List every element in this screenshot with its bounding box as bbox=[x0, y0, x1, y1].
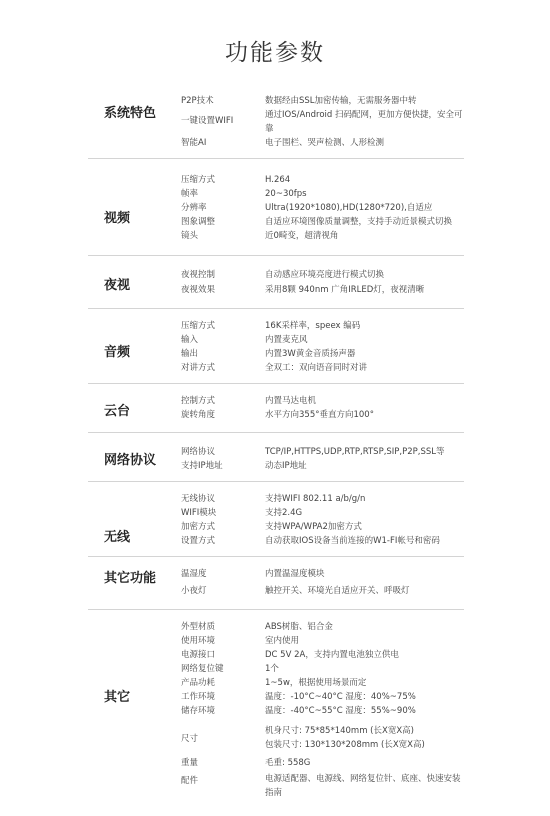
section-ptz bbox=[88, 384, 464, 433]
param-value: 触控开关、环境光自适应开关、呼吸灯 bbox=[265, 586, 410, 596]
param-value: 近0畸变，超清视角 bbox=[265, 231, 339, 241]
param-value: 自动获取IOS设备当前连接的W1-FI帐号和密码 bbox=[265, 536, 440, 546]
param-label: 压缩方式 bbox=[181, 175, 216, 185]
param-value: 电子围栏、哭声检测、人形检测 bbox=[265, 138, 385, 148]
param-value: 1~5w，根据使用场景而定 bbox=[265, 678, 367, 688]
param-value: 内置麦克风 bbox=[265, 335, 308, 345]
param-label: 温湿度 bbox=[181, 569, 207, 579]
param-label: P2P技术 bbox=[181, 96, 214, 106]
param-label: 镜头 bbox=[181, 231, 199, 241]
section-other bbox=[88, 610, 464, 810]
param-label: 无线协议 bbox=[181, 494, 216, 504]
param-value: 水平方向355°垂直方向100° bbox=[265, 410, 374, 420]
category-label: 系统特色 bbox=[104, 106, 157, 121]
param-label: 设置方式 bbox=[181, 536, 216, 546]
param-value: TCP/IP,HTTPS,UDP,RTP,RTSP,SIP,P2P,SSL等 bbox=[265, 447, 445, 457]
param-value: 包装尺寸: 130*130*208mm (长X宽X高) bbox=[265, 740, 425, 750]
category-label: 视频 bbox=[104, 211, 131, 226]
param-label: 配件 bbox=[181, 776, 199, 786]
section-audio bbox=[88, 309, 464, 384]
param-value: 1个 bbox=[265, 664, 279, 674]
param-value: DC 5V 2A，支持内置电池独立供电 bbox=[265, 650, 399, 660]
param-label: 工作环境 bbox=[181, 692, 216, 702]
param-value: 16K采样率，speex 编码 bbox=[265, 321, 361, 331]
category-label: 音频 bbox=[104, 345, 131, 360]
param-value: 支持2.4G bbox=[265, 508, 303, 518]
category-label: 其它 bbox=[104, 690, 131, 705]
param-value: 支持WPA/WPA2加密方式 bbox=[265, 522, 362, 532]
param-value: 动态IP地址 bbox=[265, 461, 307, 471]
param-label: 加密方式 bbox=[181, 522, 216, 532]
param-label: 旋转角度 bbox=[181, 410, 216, 420]
param-label: 图象调整 bbox=[181, 217, 216, 227]
param-value: 温度：-40°C~55°C 湿度：55%~90% bbox=[265, 706, 416, 716]
param-value: 室内使用 bbox=[265, 636, 300, 646]
category-label: 夜视 bbox=[104, 278, 131, 293]
param-value: 全双工：双向语音同时对讲 bbox=[265, 363, 368, 373]
param-value: H.264 bbox=[265, 175, 291, 185]
param-value: 毛重: 558G bbox=[265, 758, 311, 768]
param-label: 夜视效果 bbox=[181, 285, 216, 295]
param-value: 内置温湿度模块 bbox=[265, 569, 325, 579]
param-value: 内置3W黄金音质扬声器 bbox=[265, 349, 356, 359]
param-label: 尺寸 bbox=[181, 734, 199, 744]
param-label: 输入 bbox=[181, 335, 199, 345]
param-value: ABS树脂、铝合金 bbox=[265, 622, 333, 632]
param-label: 重量 bbox=[181, 758, 199, 768]
param-value: Ultra(1920*1080),HD(1280*720),自适应 bbox=[265, 203, 433, 213]
category-label: 云台 bbox=[104, 404, 131, 419]
param-label: 网络复位键 bbox=[181, 664, 224, 674]
param-label: 外型材质 bbox=[181, 622, 216, 632]
param-label: 输出 bbox=[181, 349, 199, 359]
section-night-vision bbox=[88, 256, 464, 309]
param-value: 内置马达电机 bbox=[265, 396, 317, 406]
param-label: 电源接口 bbox=[181, 650, 216, 660]
param-label: 一键设置WIFI bbox=[181, 116, 234, 126]
section-wireless bbox=[88, 482, 464, 557]
param-label: 产品功耗 bbox=[181, 678, 216, 688]
param-value: 电源适配器、电源线、网络复位针、底座、快速安装指南 bbox=[265, 774, 461, 798]
param-label: 对讲方式 bbox=[181, 363, 216, 373]
param-label: WIFI模块 bbox=[181, 508, 217, 518]
category-label: 网络协议 bbox=[104, 453, 157, 468]
param-value: 通过IOS/Android 扫码配网，更加方便快捷，安全可靠 bbox=[265, 110, 463, 134]
param-label: 分辨率 bbox=[181, 203, 207, 213]
page-title: 功能参数 bbox=[225, 40, 325, 66]
category-label: 无线 bbox=[104, 530, 131, 545]
param-value: 机身尺寸: 75*85*140mm (长X宽X高) bbox=[265, 726, 414, 736]
param-label: 网络协议 bbox=[181, 447, 216, 457]
param-value: 自动感应环境亮度进行模式切换 bbox=[265, 270, 385, 280]
param-label: 压缩方式 bbox=[181, 321, 216, 331]
param-value: 自适应环境图像质量调整，支持手动近景模式切换 bbox=[265, 217, 453, 227]
section-other-functions bbox=[88, 557, 464, 610]
param-value: 支持WIFI 802.11 a/b/g/n bbox=[265, 494, 366, 504]
param-label: 智能AI bbox=[181, 138, 207, 148]
param-label: 支持IP地址 bbox=[181, 461, 223, 471]
param-value: 采用8颗 940nm 广角IRLED灯，夜视清晰 bbox=[265, 285, 425, 295]
param-label: 小夜灯 bbox=[181, 586, 207, 596]
param-label: 夜视控制 bbox=[181, 270, 216, 280]
param-label: 储存环境 bbox=[181, 706, 216, 716]
param-value: 20~30fps bbox=[265, 189, 307, 199]
param-label: 帧率 bbox=[181, 189, 199, 199]
param-value: 温度：-10°C~40°C 湿度：40%~75% bbox=[265, 692, 416, 702]
section-network-protocol bbox=[88, 433, 464, 482]
param-value: 数据经由SSL加密传输，无需服务器中转 bbox=[265, 96, 417, 106]
param-label: 使用环境 bbox=[181, 636, 216, 646]
section-system-features bbox=[88, 88, 464, 159]
param-label: 控制方式 bbox=[181, 396, 216, 406]
section-video bbox=[88, 159, 464, 256]
category-label: 其它功能 bbox=[104, 571, 157, 586]
